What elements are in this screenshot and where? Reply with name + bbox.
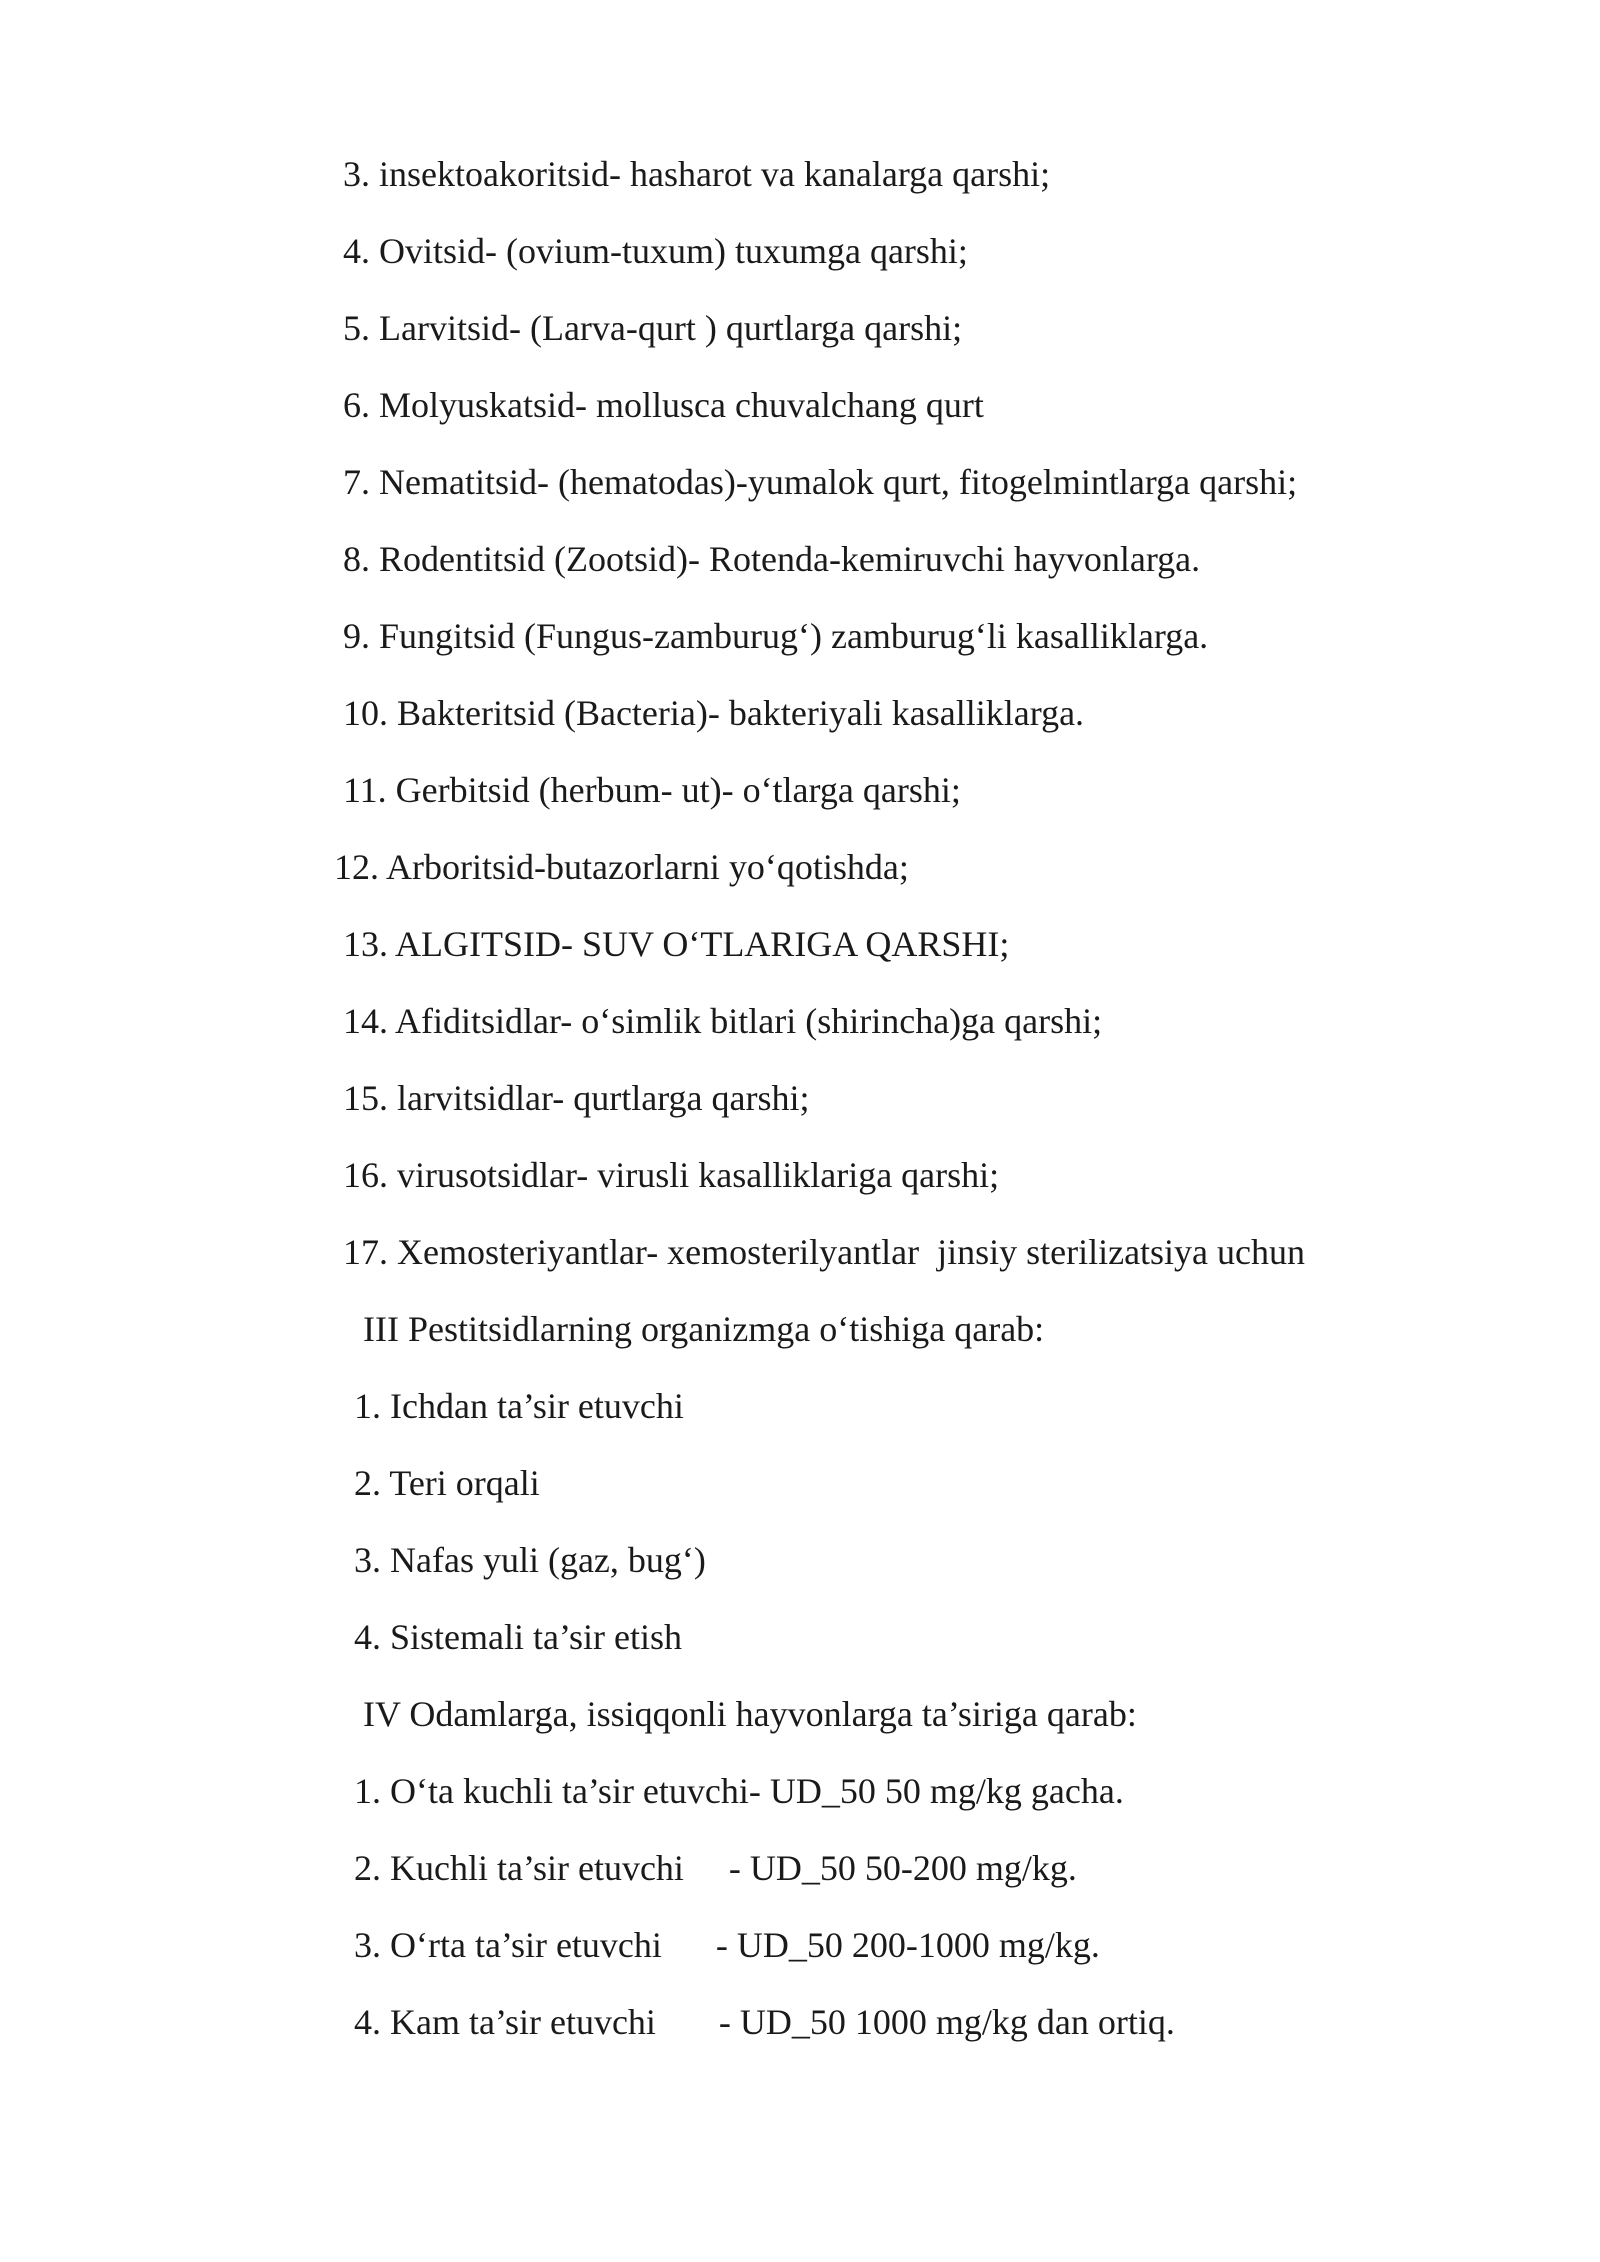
list-item-larvitsid: 5. Larvitsid- (Larva-qurt ) qurtlarga qarshi; <box>343 308 963 348</box>
list-item-orta: 3. O‘rta ta’sir etuvchi - UD_50 200-1000 mg/kg. <box>354 1925 1100 1965</box>
list-item-algitsid: 13. ALGITSID- SUV O‘TLARIGA QARSHI; <box>343 924 1010 964</box>
section-heading-iv: IV Odamlarga, issiqqonli hayvonlarga ta’siriga qarab: <box>363 1694 1137 1734</box>
list-item-fungitsid: 9. Fungitsid (Fungus-zamburug‘) zamburug‘li kasalliklarga. <box>343 616 1209 656</box>
list-item-kuchli: 2. Kuchli ta’sir etuvchi - UD_50 50-200 mg/kg. <box>354 1848 1077 1888</box>
section-heading-iii: III Pestitsidlarning organizmga o‘tishiga qarab: <box>363 1309 1045 1349</box>
list-item-xemosteriyantlar: 17. Xemosteriyantlar- xemosterilyantlar jinsiy sterilizatsiya uchun <box>343 1232 1306 1272</box>
list-item-afiditsidlar: 14. Afiditsidlar- o‘simlik bitlari (shirincha)ga qarshi; <box>343 1001 1103 1041</box>
list-item-ota-kuchli: 1. O‘ta kuchli ta’sir etuvchi- UD_50 50 mg/kg gacha. <box>354 1771 1124 1811</box>
list-item-nematitsid: 7. Nematitsid- (hematodas)-yumalok qurt, fitogelmintlarga qarshi; <box>343 462 1298 502</box>
list-item-insektoakoritsid: 3. insektoakoritsid- hasharot va kanalarga qarshi; <box>343 154 1051 194</box>
list-item-ichdan: 1. Ichdan ta’sir etuvchi <box>354 1386 684 1426</box>
list-item-virusotsidlar: 16. virusotsidlar- virusli kasalliklariga qarshi; <box>343 1155 1000 1195</box>
list-item-gerbitsid: 11. Gerbitsid (herbum- ut)- o‘tlarga qarshi; <box>343 770 961 810</box>
list-item-nafas: 3. Nafas yuli (gaz, bug‘) <box>354 1540 706 1580</box>
list-item-molyuskatsid: 6. Molyuskatsid- mollusca chuvalchang qurt <box>343 385 984 425</box>
list-item-kam: 4. Kam ta’sir etuvchi - UD_50 1000 mg/kg dan ortiq. <box>354 2002 1175 2042</box>
list-item-larvitsidlar: 15. larvitsidlar- qurtlarga qarshi; <box>343 1078 810 1118</box>
list-item-rodentitsid: 8. Rodentitsid (Zootsid)- Rotenda-kemiruvchi hayvonlarga. <box>343 539 1201 579</box>
list-item-sistemali: 4. Sistemali ta’sir etish <box>354 1617 682 1657</box>
list-item-bakteritsid: 10. Bakteritsid (Bacteria)- bakteriyali kasalliklarga. <box>343 693 1085 733</box>
list-item-ovitsid: 4. Ovitsid- (ovium-tuxum) tuxumga qarshi; <box>343 231 968 271</box>
list-item-teri: 2. Teri orqali <box>354 1463 540 1503</box>
list-item-arboritsid: 12. Arboritsid-butazorlarni yo‘qotishda; <box>334 847 909 887</box>
